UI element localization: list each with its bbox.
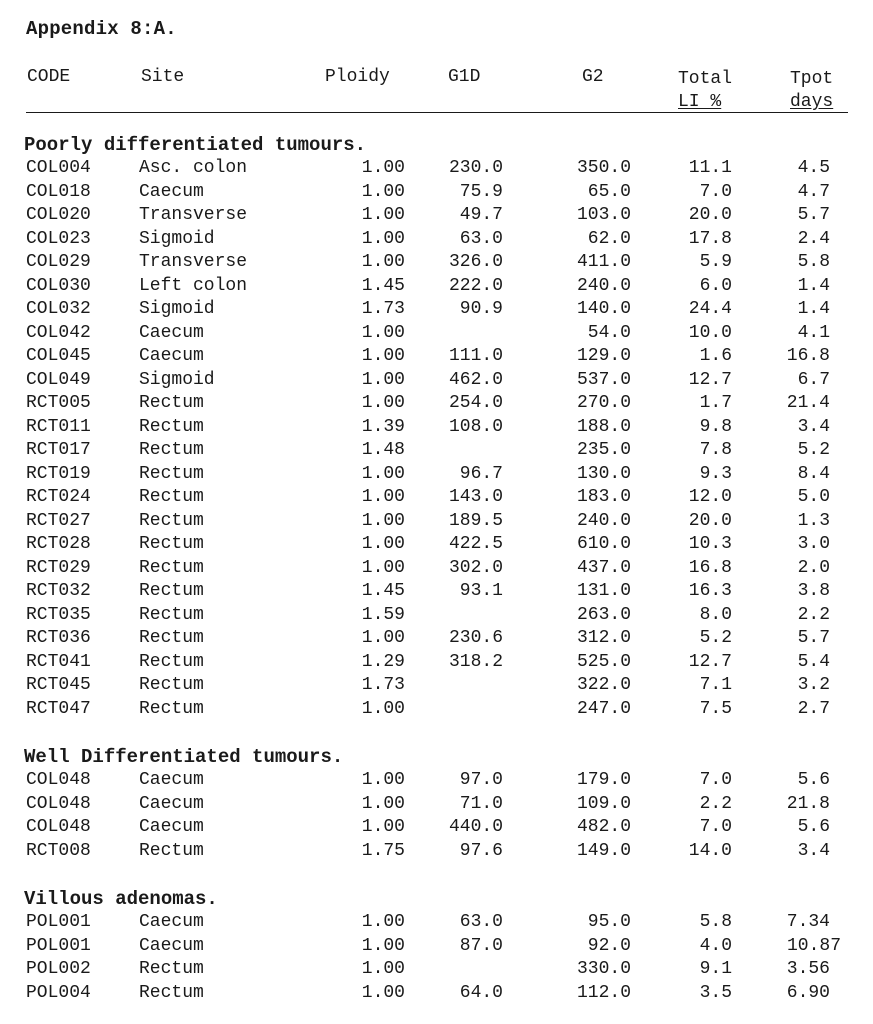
- cell-g1d: 97.0: [459, 770, 503, 790]
- cell-code: RCT027: [26, 510, 91, 531]
- cell-tpot: 16.8: [786, 346, 830, 366]
- cell-code: RCT045: [26, 675, 91, 695]
- cell-tpot: 1.4: [797, 275, 830, 296]
- cell-ploidy: 1.00: [361, 935, 405, 956]
- table-row: [0, 674, 873, 698]
- cell-tpot: 10.87: [786, 935, 841, 956]
- cell-site: Transverse: [139, 205, 248, 225]
- cell-total-li: 7.0: [699, 817, 732, 837]
- cell-tpot: 5.0: [797, 487, 830, 507]
- cell-ploidy: 1.00: [361, 158, 405, 178]
- cell-g2: 610.0: [576, 534, 631, 554]
- table-row: [0, 439, 873, 463]
- cell-tpot: 5.6: [797, 817, 830, 837]
- cell-g2: 109.0: [576, 793, 631, 814]
- table-row: [0, 816, 873, 840]
- cell-total-li: 14.0: [688, 840, 732, 861]
- cell-code: RCT011: [26, 416, 91, 437]
- cell-tpot: 4.7: [797, 181, 830, 202]
- cell-tpot: 3.4: [797, 416, 830, 437]
- cell-code: RCT036: [26, 628, 91, 648]
- cell-ploidy: 1.00: [361, 698, 405, 719]
- col-header-g2: G2: [582, 67, 604, 87]
- table-row: [0, 157, 873, 181]
- cell-total-li: 10.3: [688, 534, 732, 554]
- cell-code: COL049: [26, 369, 91, 390]
- cell-tpot: 2.2: [797, 604, 830, 625]
- cell-g1d: 230.6: [448, 628, 503, 648]
- cell-code: RCT035: [26, 604, 91, 625]
- cell-code: COL032: [26, 299, 91, 319]
- cell-site: Sigmoid: [139, 369, 215, 390]
- cell-site: Rectum: [139, 440, 204, 460]
- cell-site: Caecum: [139, 770, 204, 790]
- cell-total-li: 16.8: [688, 557, 732, 578]
- cell-site: Rectum: [139, 416, 204, 437]
- cell-tpot: 21.4: [786, 393, 830, 413]
- table-row: [0, 793, 873, 817]
- page-title: Appendix 8:A.: [26, 18, 177, 40]
- table-row: [0, 533, 873, 557]
- cell-g2: 183.0: [576, 487, 631, 507]
- cell-ploidy: 1.45: [361, 275, 405, 296]
- cell-site: Caecum: [139, 935, 204, 956]
- table-row: [0, 557, 873, 581]
- cell-tpot: 1.3: [797, 510, 830, 531]
- cell-code: COL048: [26, 817, 91, 837]
- cell-tpot: 1.4: [797, 299, 830, 319]
- cell-g2: 322.0: [576, 675, 631, 695]
- cell-site: Rectum: [139, 959, 204, 979]
- col-header-code: CODE: [27, 67, 71, 87]
- cell-total-li: 1.6: [699, 346, 732, 366]
- cell-total-li: 24.4: [688, 299, 732, 319]
- cell-total-li: 5.8: [699, 912, 732, 932]
- cell-ploidy: 1.00: [361, 322, 405, 343]
- cell-code: RCT008: [26, 840, 91, 861]
- cell-g1d: 71.0: [459, 793, 503, 814]
- col-header-total-line1: Total: [678, 69, 733, 89]
- cell-total-li: 9.1: [699, 959, 732, 979]
- cell-ploidy: 1.00: [361, 557, 405, 578]
- cell-g2: 312.0: [576, 628, 631, 648]
- table-body: [0, 911, 873, 1005]
- table-row: [0, 486, 873, 510]
- cell-code: RCT041: [26, 651, 91, 672]
- cell-site: Rectum: [139, 487, 204, 507]
- table-row: [0, 769, 873, 793]
- section-title: Villous adenomas.: [24, 888, 218, 910]
- cell-code: COL042: [26, 322, 91, 343]
- col-header-total-line2: LI %: [678, 92, 722, 112]
- cell-g2: 188.0: [576, 416, 631, 437]
- table-row: [0, 510, 873, 534]
- cell-g1d: 189.5: [448, 510, 503, 531]
- cell-total-li: 12.7: [688, 651, 732, 672]
- cell-g2: 411.0: [576, 252, 631, 272]
- cell-g2: 330.0: [576, 959, 631, 979]
- table-row: [0, 228, 873, 252]
- cell-ploidy: 1.00: [361, 181, 405, 202]
- cell-g1d: 462.0: [448, 369, 503, 390]
- cell-total-li: 7.8: [699, 440, 732, 460]
- cell-ploidy: 1.00: [361, 463, 405, 484]
- cell-site: Rectum: [139, 651, 204, 672]
- cell-g2: 92.0: [587, 935, 631, 956]
- cell-ploidy: 1.00: [361, 252, 405, 272]
- cell-g2: 240.0: [576, 510, 631, 531]
- cell-ploidy: 1.75: [361, 840, 405, 861]
- cell-site: Rectum: [139, 628, 204, 648]
- cell-total-li: 7.0: [699, 181, 732, 202]
- cell-code: COL029: [26, 252, 91, 272]
- cell-ploidy: 1.48: [361, 440, 405, 460]
- table-row: [0, 651, 873, 675]
- cell-site: Asc. colon: [139, 158, 248, 178]
- cell-tpot: 3.2: [797, 675, 830, 695]
- cell-ploidy: 1.00: [361, 959, 405, 979]
- table-row: [0, 627, 873, 651]
- cell-tpot: 6.7: [797, 369, 830, 390]
- cell-site: Sigmoid: [139, 299, 215, 319]
- cell-total-li: 10.0: [688, 322, 732, 343]
- cell-g2: 54.0: [587, 322, 631, 343]
- cell-ploidy: 1.00: [361, 228, 405, 249]
- cell-g1d: 108.0: [448, 416, 503, 437]
- cell-site: Caecum: [139, 793, 204, 814]
- cell-site: Caecum: [139, 346, 204, 366]
- cell-g2: 247.0: [576, 698, 631, 719]
- cell-tpot: 5.4: [797, 651, 830, 672]
- cell-ploidy: 1.39: [361, 416, 405, 437]
- cell-g1d: 75.9: [459, 181, 503, 202]
- cell-g2: 131.0: [576, 581, 631, 601]
- cell-total-li: 12.0: [688, 487, 732, 507]
- cell-tpot: 2.7: [797, 698, 830, 719]
- cell-code: RCT019: [26, 463, 91, 484]
- cell-total-li: 7.5: [699, 698, 732, 719]
- cell-ploidy: 1.00: [361, 346, 405, 366]
- cell-g2: 65.0: [587, 181, 631, 202]
- cell-code: RCT028: [26, 534, 91, 554]
- cell-site: Rectum: [139, 840, 204, 861]
- cell-code: COL045: [26, 346, 91, 366]
- cell-total-li: 16.3: [688, 581, 732, 601]
- cell-total-li: 9.8: [699, 416, 732, 437]
- cell-tpot: 4.1: [797, 322, 830, 343]
- table-row: [0, 251, 873, 275]
- cell-site: Sigmoid: [139, 228, 215, 249]
- cell-site: Rectum: [139, 510, 204, 531]
- table-row: [0, 322, 873, 346]
- cell-ploidy: 1.00: [361, 817, 405, 837]
- cell-tpot: 5.8: [797, 252, 830, 272]
- cell-total-li: 5.9: [699, 252, 732, 272]
- cell-g2: 95.0: [587, 912, 631, 932]
- cell-total-li: 7.1: [699, 675, 732, 695]
- cell-g2: 103.0: [576, 205, 631, 225]
- cell-tpot: 3.56: [786, 959, 830, 979]
- cell-g1d: 63.0: [459, 912, 503, 932]
- cell-tpot: 6.90: [786, 982, 830, 1003]
- cell-total-li: 17.8: [688, 228, 732, 249]
- cell-total-li: 12.7: [688, 369, 732, 390]
- cell-g1d: 97.6: [459, 840, 503, 861]
- cell-g1d: 87.0: [459, 935, 503, 956]
- cell-g1d: 440.0: [448, 817, 503, 837]
- table-row: [0, 840, 873, 864]
- cell-g2: 179.0: [576, 770, 631, 790]
- cell-site: Rectum: [139, 581, 204, 601]
- cell-g1d: 63.0: [459, 228, 503, 249]
- cell-g1d: 302.0: [448, 557, 503, 578]
- table-row: [0, 204, 873, 228]
- cell-ploidy: 1.59: [361, 604, 405, 625]
- cell-ploidy: 1.00: [361, 205, 405, 225]
- cell-code: POL001: [26, 935, 91, 956]
- cell-ploidy: 1.00: [361, 982, 405, 1003]
- cell-site: Transverse: [139, 252, 248, 272]
- cell-ploidy: 1.00: [361, 510, 405, 531]
- cell-g1d: 143.0: [448, 487, 503, 507]
- cell-tpot: 3.8: [797, 581, 830, 601]
- cell-g2: 149.0: [576, 840, 631, 861]
- cell-g2: 482.0: [576, 817, 631, 837]
- cell-code: COL048: [26, 793, 91, 814]
- cell-tpot: 5.7: [797, 628, 830, 648]
- col-header-tpot-line1: Tpot: [790, 69, 834, 89]
- cell-code: RCT024: [26, 487, 91, 507]
- cell-total-li: 9.3: [699, 463, 732, 484]
- cell-site: Caecum: [139, 912, 204, 932]
- cell-site: Rectum: [139, 698, 204, 719]
- cell-code: COL023: [26, 228, 91, 249]
- cell-ploidy: 1.45: [361, 581, 405, 601]
- cell-g2: 130.0: [576, 463, 631, 484]
- cell-g1d: 326.0: [448, 252, 503, 272]
- table-row: [0, 982, 873, 1006]
- table-row: [0, 181, 873, 205]
- col-header-tpot-line2: days: [790, 92, 834, 112]
- cell-g1d: 222.0: [448, 275, 503, 296]
- cell-g2: 437.0: [576, 557, 631, 578]
- table-row: [0, 698, 873, 722]
- cell-total-li: 7.0: [699, 770, 732, 790]
- cell-tpot: 2.0: [797, 557, 830, 578]
- cell-ploidy: 1.00: [361, 912, 405, 932]
- cell-total-li: 20.0: [688, 205, 732, 225]
- cell-tpot: 4.5: [797, 158, 830, 178]
- cell-g1d: 49.7: [459, 205, 503, 225]
- cell-code: POL001: [26, 912, 91, 932]
- cell-g1d: 111.0: [448, 346, 503, 366]
- cell-total-li: 4.0: [699, 935, 732, 956]
- table-row: [0, 369, 873, 393]
- cell-g2: 537.0: [576, 369, 631, 390]
- cell-g1d: 93.1: [459, 581, 503, 601]
- table-row: [0, 416, 873, 440]
- table-row: [0, 463, 873, 487]
- cell-g2: 525.0: [576, 651, 631, 672]
- cell-code: COL020: [26, 205, 91, 225]
- cell-g2: 112.0: [576, 982, 631, 1003]
- table-row: [0, 580, 873, 604]
- cell-code: RCT029: [26, 557, 91, 578]
- table-body: [0, 157, 873, 721]
- cell-site: Caecum: [139, 322, 204, 343]
- cell-ploidy: 1.00: [361, 793, 405, 814]
- cell-g1d: 64.0: [459, 982, 503, 1003]
- table-row: [0, 345, 873, 369]
- cell-site: Rectum: [139, 393, 204, 413]
- cell-g1d: 96.7: [459, 463, 503, 484]
- cell-g2: 270.0: [576, 393, 631, 413]
- cell-ploidy: 1.00: [361, 369, 405, 390]
- cell-tpot: 7.34: [786, 912, 830, 932]
- cell-site: Rectum: [139, 463, 204, 484]
- cell-code: COL030: [26, 275, 91, 296]
- cell-ploidy: 1.00: [361, 534, 405, 554]
- cell-total-li: 1.7: [699, 393, 732, 413]
- cell-code: POL004: [26, 982, 91, 1003]
- cell-code: COL018: [26, 181, 91, 202]
- cell-code: COL048: [26, 770, 91, 790]
- cell-ploidy: 1.00: [361, 628, 405, 648]
- cell-tpot: 3.0: [797, 534, 830, 554]
- cell-code: RCT047: [26, 698, 91, 719]
- table-row: [0, 958, 873, 982]
- cell-total-li: 8.0: [699, 604, 732, 625]
- cell-g2: 62.0: [587, 228, 631, 249]
- cell-site: Rectum: [139, 534, 204, 554]
- cell-g1d: 318.2: [448, 651, 503, 672]
- cell-g2: 240.0: [576, 275, 631, 296]
- col-header-ploidy: Ploidy: [325, 67, 390, 87]
- cell-tpot: 21.8: [786, 793, 830, 814]
- cell-total-li: 5.2: [699, 628, 732, 648]
- cell-g2: 350.0: [576, 158, 631, 178]
- cell-code: RCT032: [26, 581, 91, 601]
- cell-ploidy: 1.73: [361, 675, 405, 695]
- cell-tpot: 5.6: [797, 770, 830, 790]
- cell-site: Caecum: [139, 181, 204, 202]
- cell-ploidy: 1.00: [361, 393, 405, 413]
- cell-site: Left colon: [139, 275, 248, 296]
- col-header-g1d: G1D: [448, 67, 481, 87]
- cell-g1d: 90.9: [459, 299, 503, 319]
- table-row: [0, 298, 873, 322]
- cell-site: Rectum: [139, 604, 204, 625]
- table-row: [0, 935, 873, 959]
- cell-total-li: 2.2: [699, 793, 732, 814]
- cell-g2: 129.0: [576, 346, 631, 366]
- header-divider: [26, 112, 848, 113]
- cell-code: RCT005: [26, 393, 91, 413]
- cell-ploidy: 1.73: [361, 299, 405, 319]
- table-row: [0, 392, 873, 416]
- cell-g2: 140.0: [576, 299, 631, 319]
- cell-site: Rectum: [139, 982, 204, 1003]
- cell-site: Caecum: [139, 817, 204, 837]
- cell-tpot: 8.4: [797, 463, 830, 484]
- cell-g2: 235.0: [576, 440, 631, 460]
- cell-code: POL002: [26, 959, 91, 979]
- cell-g1d: 230.0: [448, 158, 503, 178]
- cell-site: Rectum: [139, 675, 204, 695]
- cell-site: Rectum: [139, 557, 204, 578]
- table-row: [0, 911, 873, 935]
- cell-g2: 263.0: [576, 604, 631, 625]
- table-row: [0, 275, 873, 299]
- table-body: [0, 769, 873, 863]
- col-header-site: Site: [141, 67, 185, 87]
- table-row: [0, 604, 873, 628]
- cell-tpot: 3.4: [797, 840, 830, 861]
- cell-total-li: 20.0: [688, 510, 732, 531]
- cell-g1d: 254.0: [448, 393, 503, 413]
- cell-tpot: 5.2: [797, 440, 830, 460]
- cell-total-li: 6.0: [699, 275, 732, 296]
- cell-total-li: 3.5: [699, 982, 732, 1003]
- section-title: Well Differentiated tumours.: [24, 746, 344, 768]
- cell-tpot: 2.4: [797, 228, 830, 249]
- cell-code: COL004: [26, 158, 91, 178]
- cell-ploidy: 1.00: [361, 487, 405, 507]
- cell-total-li: 11.1: [688, 158, 732, 178]
- cell-code: RCT017: [26, 440, 91, 460]
- cell-ploidy: 1.00: [361, 770, 405, 790]
- cell-g1d: 422.5: [448, 534, 503, 554]
- cell-tpot: 5.7: [797, 205, 830, 225]
- section-title: Poorly differentiated tumours.: [24, 134, 367, 156]
- cell-ploidy: 1.29: [361, 651, 405, 672]
